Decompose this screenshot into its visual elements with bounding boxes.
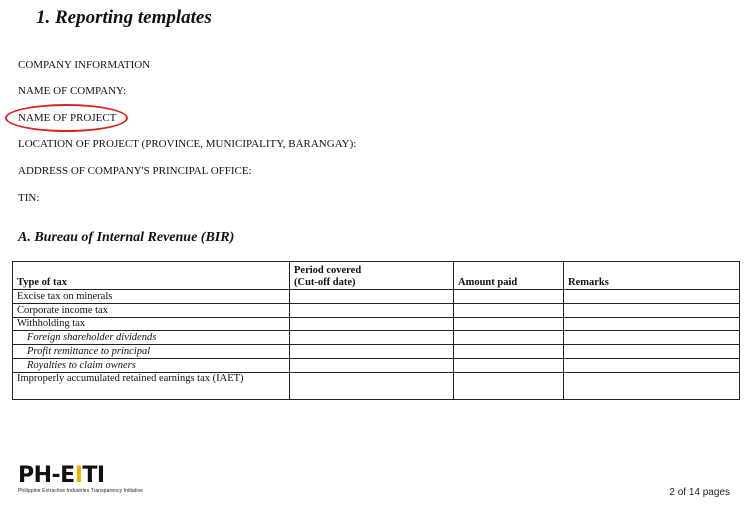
table-row [13, 303, 740, 317]
remarks-cell [564, 372, 740, 399]
tax-type-cell: Improperly accumulated retained earnings tax (IAET) [13, 372, 290, 399]
remarks-cell [564, 303, 740, 317]
header-remarks: Remarks [564, 262, 740, 290]
amount-cell [454, 372, 564, 399]
amount-cell [454, 345, 564, 359]
period-cell [290, 372, 454, 399]
tax-subtype-cell: Foreign shareholder dividends [13, 331, 290, 345]
table-row [13, 317, 740, 331]
page-number: 2 of 14 pages [669, 487, 730, 498]
logo-wordmark [18, 465, 143, 487]
logo-accent-letter: I [74, 463, 83, 488]
tax-subtype-cell: Profit remittance to principal [13, 345, 290, 359]
highlight-ellipse [5, 104, 128, 132]
bir-table [12, 261, 740, 400]
header-period-covered [290, 262, 454, 290]
period-cell [290, 303, 454, 317]
table-row [13, 372, 740, 399]
tax-type-cell: Withholding tax [13, 317, 290, 331]
amount-cell [454, 317, 564, 331]
location-of-project-field: LOCATION OF PROJECT (PROVINCE, MUNICIPALITY, BARANGAY): [18, 138, 357, 150]
amount-cell [454, 358, 564, 372]
remarks-cell [564, 358, 740, 372]
period-cell [290, 290, 454, 304]
name-of-project-field: NAME OF PROJECT [18, 112, 117, 124]
remarks-cell [564, 290, 740, 304]
bir-table-header [13, 262, 740, 290]
table-row [13, 345, 740, 359]
bir-section-title: A. Bureau of Internal Revenue (BIR) [18, 230, 235, 245]
name-of-company-field: NAME OF COMPANY: [18, 85, 126, 97]
logo-prefix: PH-E [18, 463, 75, 488]
remarks-cell [564, 331, 740, 345]
logo-suffix: TI [82, 463, 105, 488]
page-title: 1. Reporting templates [36, 7, 212, 28]
principal-office-address-field: ADDRESS OF COMPANY'S PRINCIPAL OFFICE: [18, 165, 252, 177]
tax-type-cell: Corporate income tax [13, 303, 290, 317]
period-cell [290, 331, 454, 345]
table-row [13, 358, 740, 372]
amount-cell [454, 290, 564, 304]
remarks-cell [564, 317, 740, 331]
header-period-line2: (Cut-off date) [294, 277, 356, 288]
header-type-of-tax: Type of tax [13, 262, 290, 290]
header-amount-paid: Amount paid [454, 262, 564, 290]
period-cell [290, 345, 454, 359]
tin-field: TIN: [18, 192, 40, 204]
company-information-label: COMPANY INFORMATION [18, 59, 151, 71]
tax-subtype-cell: Royalties to claim owners [13, 358, 290, 372]
remarks-cell [564, 345, 740, 359]
period-cell [290, 358, 454, 372]
header-period-line1: Period covered [294, 265, 362, 276]
period-cell [290, 317, 454, 331]
logo-tagline: Philippine Extractive Industries Transparency Initiative [18, 488, 144, 494]
table-row [13, 331, 740, 345]
ph-eiti-logo [18, 465, 143, 494]
tax-type-cell: Excise tax on minerals [13, 290, 290, 304]
amount-cell [454, 303, 564, 317]
amount-cell [454, 331, 564, 345]
table-row [13, 290, 740, 304]
